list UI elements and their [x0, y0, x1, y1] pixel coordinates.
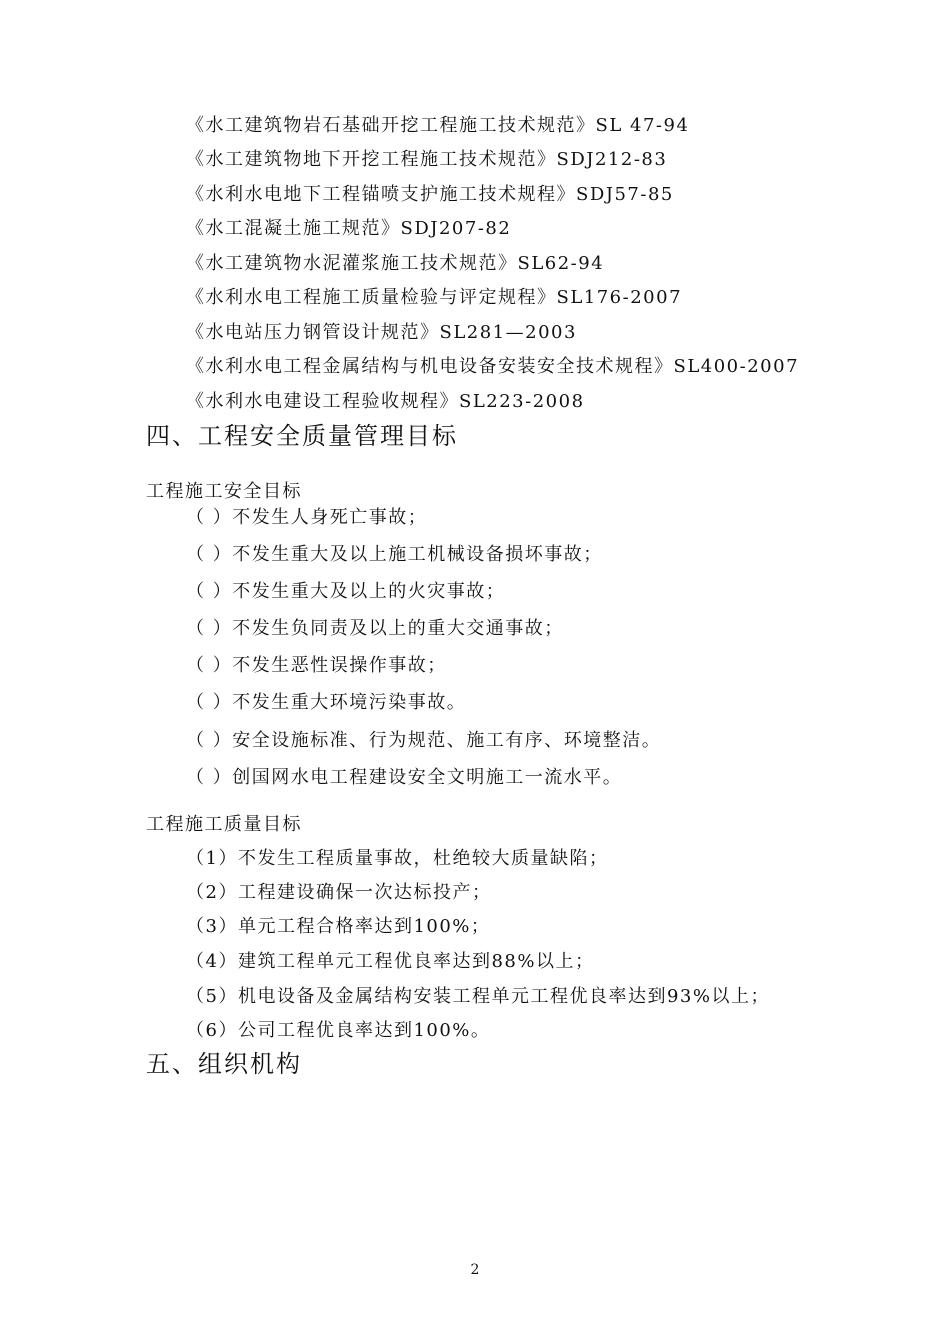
reference-item: 《水利水电地下工程锚喷支护施工技术规程》SDJ57-85 — [186, 184, 674, 205]
quality-goal-item: （4）建筑工程单元工程优良率达到88%以上； — [186, 951, 595, 972]
section-heading-5: 五、组织机构 — [146, 1050, 302, 1078]
safety-goal-item: （ ）不发生恶性误操作事故； — [186, 655, 447, 676]
reference-item: 《水工建筑物水泥灌浆施工技术规范》SL62-94 — [186, 253, 605, 274]
reference-item: 《水电站压力钢管设计规范》SL281—2003 — [186, 322, 577, 343]
section-heading-4: 四、工程安全质量管理目标 — [146, 422, 458, 450]
safety-goal-item: （ ）不发生重大环境污染事故。 — [186, 692, 467, 713]
reference-item: 《水利水电工程金属结构与机电设备安装安全技术规程》SL400-2007 — [186, 356, 800, 377]
reference-item: 《水利水电建设工程验收规程》SL223-2008 — [186, 391, 585, 412]
safety-goal-item: （ ）不发生负同责及以上的重大交通事故； — [186, 618, 564, 639]
reference-item: 《水工建筑物岩石基础开挖工程施工技术规范》SL 47-94 — [186, 115, 690, 136]
safety-goal-item: （ ）安全设施标准、行为规范、施工有序、环境整洁。 — [186, 730, 662, 751]
safety-goal-item: （ ）不发生重大及以上施工机械设备损坏事故； — [186, 544, 603, 565]
quality-goal-item: （5）机电设备及金属结构安装工程单元工程优良率达到93%以上； — [186, 986, 770, 1007]
safety-goal-item: （ ）不发生人身死亡事故； — [186, 507, 428, 528]
reference-item: 《水工建筑物地下开挖工程施工技术规范》SDJ212-83 — [186, 149, 668, 170]
reference-item: 《水工混凝土施工规范》SDJ207-82 — [186, 218, 512, 239]
reference-item: 《水利水电工程施工质量检验与评定规程》SL176-2007 — [186, 287, 683, 308]
quality-goals-title: 工程施工质量目标 — [146, 814, 302, 835]
quality-goal-item: （2）工程建设确保一次达标投产； — [186, 882, 492, 903]
quality-goal-item: （6）公司工程优良率达到100%。 — [186, 1020, 491, 1041]
quality-goal-item: （1）不发生工程质量事故，杜绝较大质量缺陷； — [186, 848, 609, 869]
safety-goal-item: （ ）不发生重大及以上的火灾事故； — [186, 581, 506, 602]
safety-goal-item: （ ）创国网水电工程建设安全文明施工一流水平。 — [186, 767, 623, 788]
safety-goals-title: 工程施工安全目标 — [146, 481, 302, 502]
quality-goal-item: （3）单元工程合格率达到100%； — [186, 916, 491, 937]
page-number: 2 — [470, 1262, 480, 1278]
